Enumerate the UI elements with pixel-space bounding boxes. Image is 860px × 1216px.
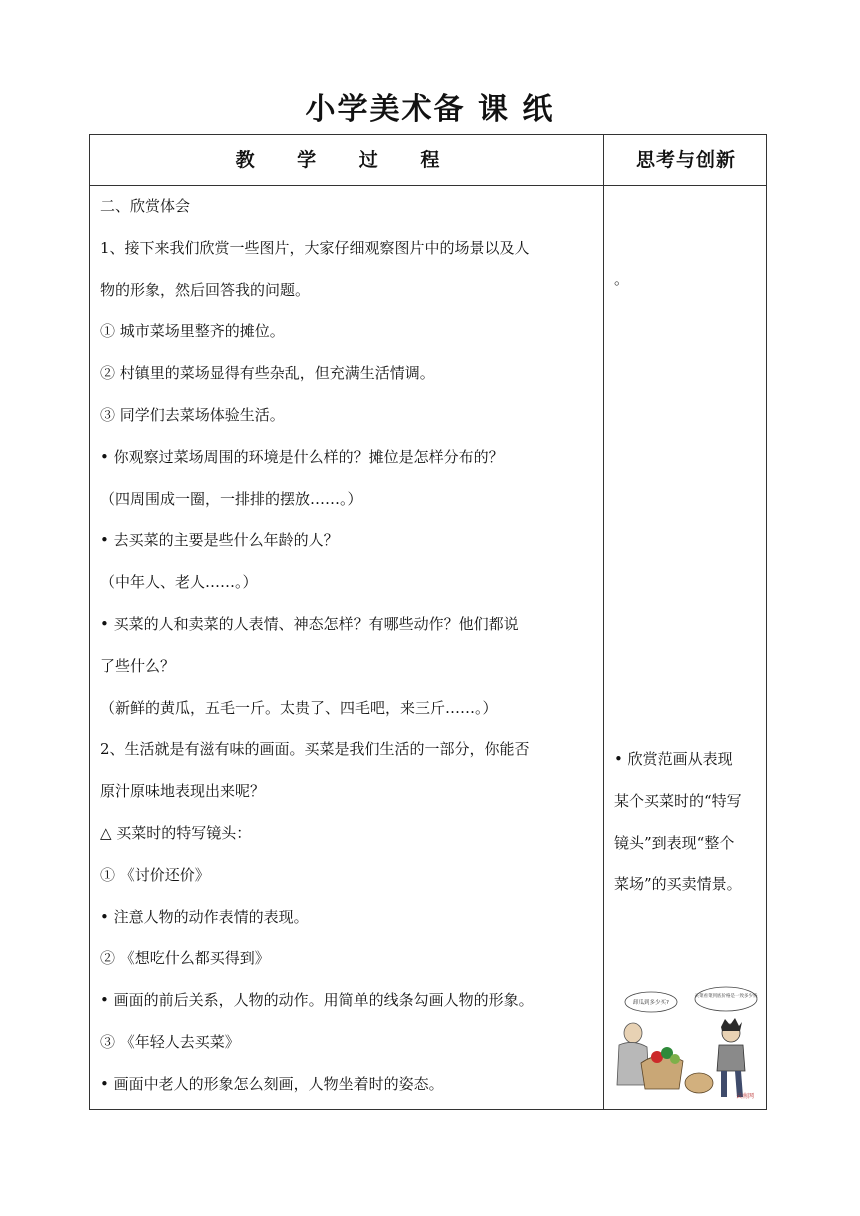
text-line: （中年人、老人……。） <box>100 573 258 592</box>
text-line: • 你观察过菜场周围的环境是什么样的？摊位是怎样分布的？ <box>100 447 504 466</box>
lesson-table <box>89 134 767 1110</box>
reflection-mark: 。 <box>614 270 630 288</box>
market-cartoon-illustration <box>609 985 762 1105</box>
text-line: （新鲜的黄瓜，五毛一斤。太贵了、四毛吧，来三斤……。） <box>100 698 498 717</box>
text-line: ① 《讨价还价》 <box>100 865 210 884</box>
reflection-note <box>614 739 764 906</box>
text-line: 1、接下来我们欣赏一些图片，大家仔细观察图片中的场景以及人 <box>100 238 530 257</box>
text-line: ② 村镇里的菜场显得有些杂乱，但充满生活情调。 <box>100 364 435 383</box>
note-line: • 欣赏范画从表现 <box>614 750 733 768</box>
text-line: （四周围成一圈，一排排的摆放……。） <box>100 489 363 508</box>
text-line: ③ 《年轻人去买菜》 <box>100 1032 240 1051</box>
watermark-text: 云南网 <box>735 1093 755 1100</box>
vegetable-leaf <box>670 1054 680 1064</box>
text-line: • 注意人物的动作表情的表现。 <box>100 907 309 926</box>
text-line: 2、生活就是有滋有味的画面。买菜是我们生活的一部分，你能否 <box>100 740 530 759</box>
column-header-reflection: 思考与创新 <box>635 149 736 171</box>
text-line: 原汁原味地表现出来呢？ <box>100 782 266 801</box>
text-line: 二、欣赏体会 <box>100 197 191 215</box>
text-line: ② 《想吃什么都买得到》 <box>100 949 270 968</box>
young-man-body <box>717 1045 745 1071</box>
sack <box>685 1073 713 1093</box>
column-divider <box>603 135 604 1109</box>
text-line: • 画面中老人的形象怎么刻画，人物坐着时的姿态。 <box>100 1074 444 1093</box>
text-line: • 买菜的人和卖菜的人表情、神态怎样？有哪些动作？他们都说 <box>100 614 519 633</box>
speech-bubble-right-text: 买菜看菜到底价格是一致多少钱 <box>694 994 758 999</box>
speech-bubble-left-text: 卸瓜到多少买? <box>633 1000 669 1006</box>
teaching-process-content <box>100 186 598 1106</box>
page-title: 小学美术备 课 纸 <box>305 92 555 127</box>
old-man-head <box>624 1023 642 1043</box>
text-line: 物的形象，然后回答我的问题。 <box>100 280 311 299</box>
column-header-teaching-process: 教 学 过 程 <box>235 149 458 171</box>
text-line: △ 买菜时的特写镜头： <box>100 823 252 842</box>
text-line: • 画面的前后关系，人物的动作。用简单的线条勾画人物的形象。 <box>100 991 534 1010</box>
note-line: 某个买菜时的“特写 <box>614 791 742 810</box>
text-line: ③ 同学们去菜场体验生活。 <box>100 405 285 424</box>
text-line: 了些什么？ <box>100 656 176 675</box>
note-line: 菜场”的买卖情景。 <box>614 875 742 894</box>
text-line: • 去买菜的主要是些什么年龄的人？ <box>100 531 339 550</box>
young-man-leg-left <box>721 1071 727 1097</box>
note-line: 镜头”到表现“整个 <box>614 833 735 852</box>
text-line: ① 城市菜场里整齐的摊位。 <box>100 322 285 341</box>
speech-bubble-right <box>695 987 757 1011</box>
